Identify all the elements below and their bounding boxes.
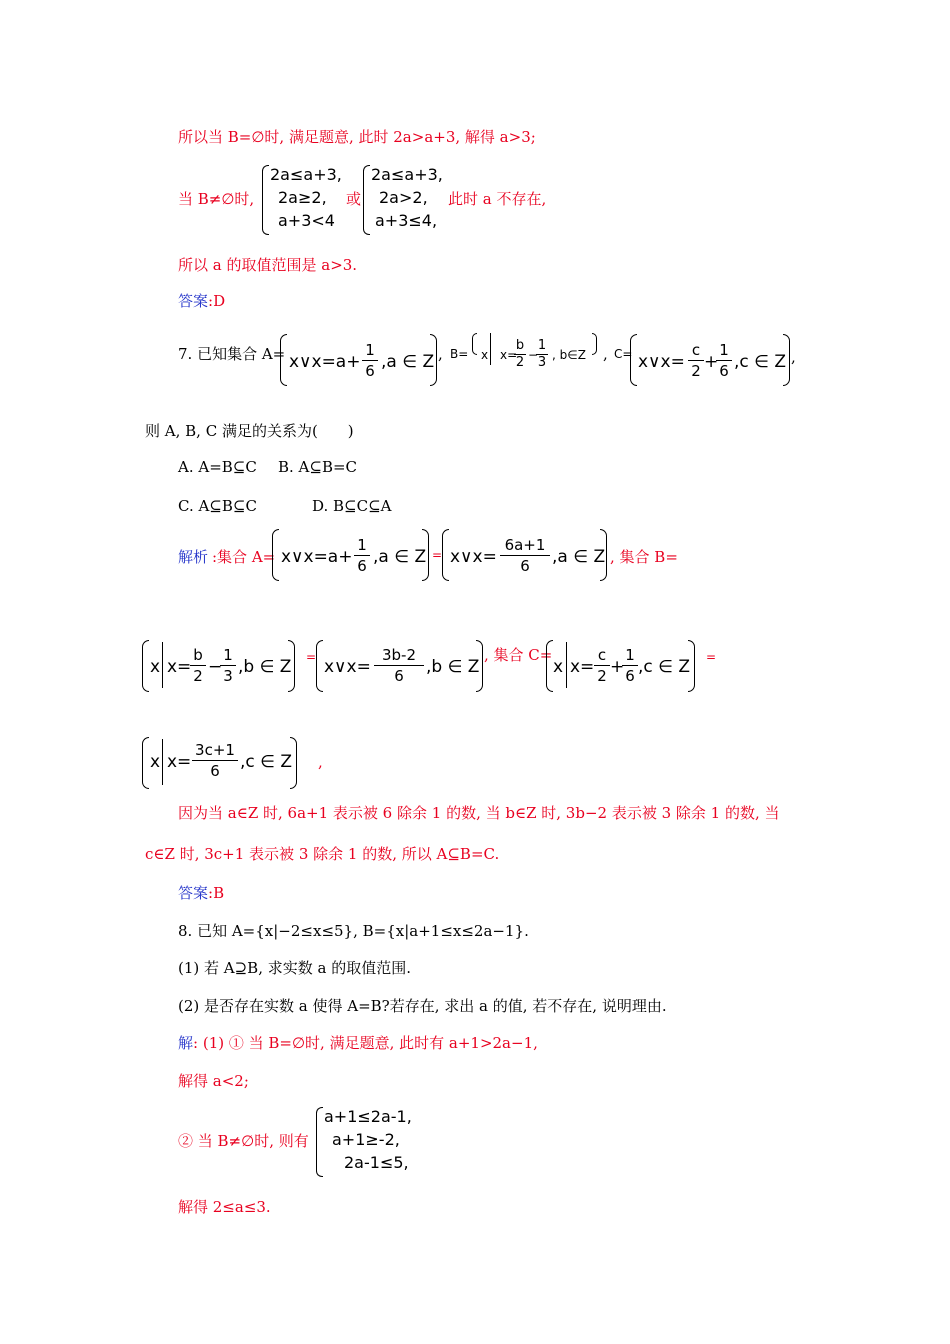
set-brace [422, 529, 429, 581]
set-eq: x= [570, 657, 595, 677]
set-eq: x= [167, 657, 192, 677]
set-brace [472, 333, 477, 355]
fraction: $\frac{b}{2}$ [515, 338, 525, 370]
solution-text: 解得 2≤a≤3. [178, 1198, 271, 1216]
comma: , [438, 345, 443, 363]
solution-paragraph: c∈Z 时, 3c+1 表示被 3 除余 1 的数, 所以 A⊆B=C. [145, 845, 500, 863]
set-brace [316, 640, 323, 692]
fraction: $\frac{c}{2}$ [688, 340, 704, 381]
text-line: 当 B≠∅时, [178, 190, 255, 208]
solution-text: , 集合 C= [484, 646, 553, 664]
set-brace [430, 334, 437, 386]
set-bar [490, 333, 491, 365]
option-c: C. A⊆B⊆C [178, 497, 257, 515]
system-brace [316, 1107, 323, 1177]
set-expr: x∨x=a+ [281, 547, 353, 567]
set-brace [592, 333, 597, 355]
set-bar [162, 739, 163, 785]
system-row: 2a-1≤5, [344, 1153, 409, 1172]
set-expr: x∨x=a+ [289, 352, 361, 372]
system-row: 2a≤a+3, [371, 165, 443, 184]
fraction: $\frac{3c+1}{6}$ [192, 740, 238, 781]
answer-value: :B [208, 884, 225, 902]
fraction: $\frac{1}{3}$ [220, 645, 236, 686]
minus: − [528, 348, 539, 362]
set-brace [288, 640, 295, 692]
eq-sign: = [706, 650, 717, 664]
system-brace [363, 165, 370, 235]
set-brace [290, 737, 297, 789]
set-var: x [481, 348, 489, 362]
set-brace [546, 640, 553, 692]
fraction: $\frac{1}{6}$ [716, 340, 732, 381]
option-a: A. A=B⊆C [178, 458, 257, 476]
eq-sign: = [306, 650, 317, 664]
solution-text: 解得 a<2; [178, 1072, 249, 1090]
answer-line [178, 882, 224, 904]
set-brace [272, 529, 279, 581]
solution-label: 解析 [178, 548, 209, 566]
set-var: x [150, 657, 161, 677]
system-row: 2a≤a+3, [270, 165, 342, 184]
set-expr: x∨x= [638, 352, 685, 372]
system-row: a+1≤2a-1, [324, 1107, 412, 1126]
set-expr: x∨x= [450, 547, 497, 567]
eq-sign: = [432, 548, 443, 562]
solution-text: : (1) ① 当 B=∅时, 满足题意, 此时有 a+1>2a−1, [193, 1034, 538, 1052]
answer-label: 答案 [178, 292, 209, 310]
system-brace [262, 165, 269, 235]
set-brace [476, 640, 483, 692]
set-eq: x= [167, 752, 192, 772]
question-7-relation: 则 A, B, C 满足的关系为( ) [145, 422, 354, 440]
system-b [371, 163, 443, 232]
set-tail: ,c ∈ Z [240, 752, 293, 772]
system-a [270, 163, 342, 232]
set-tail: ,b ∈ Z [426, 657, 480, 677]
solution-paragraph: 因为当 a∈Z 时, 6a+1 表示被 6 除余 1 的数, 当 b∈Z 时, 3b−2 表示被 3 除余 1 的数, 当 [178, 804, 780, 822]
set-expr: x∨x= [324, 657, 371, 677]
text-line: 此时 a 不存在, [448, 190, 547, 208]
system-row: 2a≥2, [278, 188, 327, 207]
set-tail: ,a ∈ Z [552, 547, 606, 567]
comma: , [318, 753, 323, 771]
set-brace [630, 334, 637, 386]
set-brace [442, 529, 449, 581]
set-var: x [150, 752, 161, 772]
set-brace [600, 529, 607, 581]
system-row: a+1≥-2, [332, 1130, 400, 1149]
set-bar [566, 642, 567, 688]
set-brace [688, 640, 695, 692]
text-or: 或 [346, 190, 362, 208]
set-tail: ,b ∈ Z [238, 657, 292, 677]
answer-label: 答案 [178, 884, 209, 902]
system-row: a+3≤4, [375, 211, 438, 230]
comma: , [603, 345, 608, 363]
set-var: x [553, 657, 564, 677]
set-tail: ,a ∈ Z [381, 352, 435, 372]
set-tail: ,c ∈ Z [638, 657, 691, 677]
solution-text: ② 当 B≠∅时, 则有 [178, 1132, 309, 1150]
set-brace [280, 334, 287, 386]
fraction: $\frac{b}{2}$ [190, 645, 206, 686]
fraction: $\frac{1}{6}$ [622, 645, 638, 686]
fraction: $\frac{c}{2}$ [594, 645, 610, 686]
minus: − [208, 657, 223, 677]
text-line: 所以 a 的取值范围是 a>3. [178, 256, 358, 274]
system-8 [324, 1105, 412, 1174]
fraction: $\frac{6a+1}{6}$ [500, 535, 550, 576]
option-b: B. A⊆B=C [278, 458, 358, 476]
set-b-label: B= [450, 347, 469, 361]
set-c-label: C= [614, 347, 633, 361]
fraction: $\frac{1}{3}$ [537, 338, 547, 370]
question-8-part1: (1) 若 A⊇B, 求实数 a 的取值范围. [178, 959, 411, 977]
question-8-part2: (2) 是否存在实数 a 使得 A=B?若存在, 求出 a 的值, 若不存在, 说明理由. [178, 997, 667, 1015]
solution-text: , 集合 B= [610, 548, 678, 566]
question-8: 8. 已知 A={x|−2≤x≤5}, B={x|a+1≤x≤2a−1}. [178, 922, 529, 940]
plus: + [704, 352, 719, 372]
text-line: 所以当 B=∅时, 满足题意, 此时 2a>a+3, 解得 a>3; [178, 128, 536, 146]
solution-label: 解 [178, 1034, 194, 1052]
fraction: $\frac{3b-2}{6}$ [374, 645, 424, 686]
set-tail: , b∈Z [552, 348, 586, 362]
fraction: $\frac{1}{6}$ [354, 535, 370, 576]
system-row: a+3<4 [278, 211, 335, 230]
answer-value: :D [208, 292, 226, 310]
set-tail: ,a ∈ Z [373, 547, 427, 567]
system-row: 2a>2, [379, 188, 428, 207]
set-brace [142, 737, 149, 789]
set-eq: x= [500, 348, 518, 362]
set-brace [142, 640, 149, 692]
comma: , [791, 348, 796, 366]
plus: + [610, 657, 625, 677]
question-7: 7. 已知集合 A= [178, 345, 286, 363]
solution-text: :集合 A= [212, 548, 276, 566]
set-brace [783, 334, 790, 386]
answer-line [178, 290, 225, 312]
option-d: D. B⊆C⊆A [312, 497, 392, 515]
set-tail: ,c ∈ Z [734, 352, 787, 372]
solution-8-line [178, 1032, 538, 1054]
fraction: $\frac{1}{6}$ [362, 340, 378, 381]
set-bar [162, 642, 163, 688]
